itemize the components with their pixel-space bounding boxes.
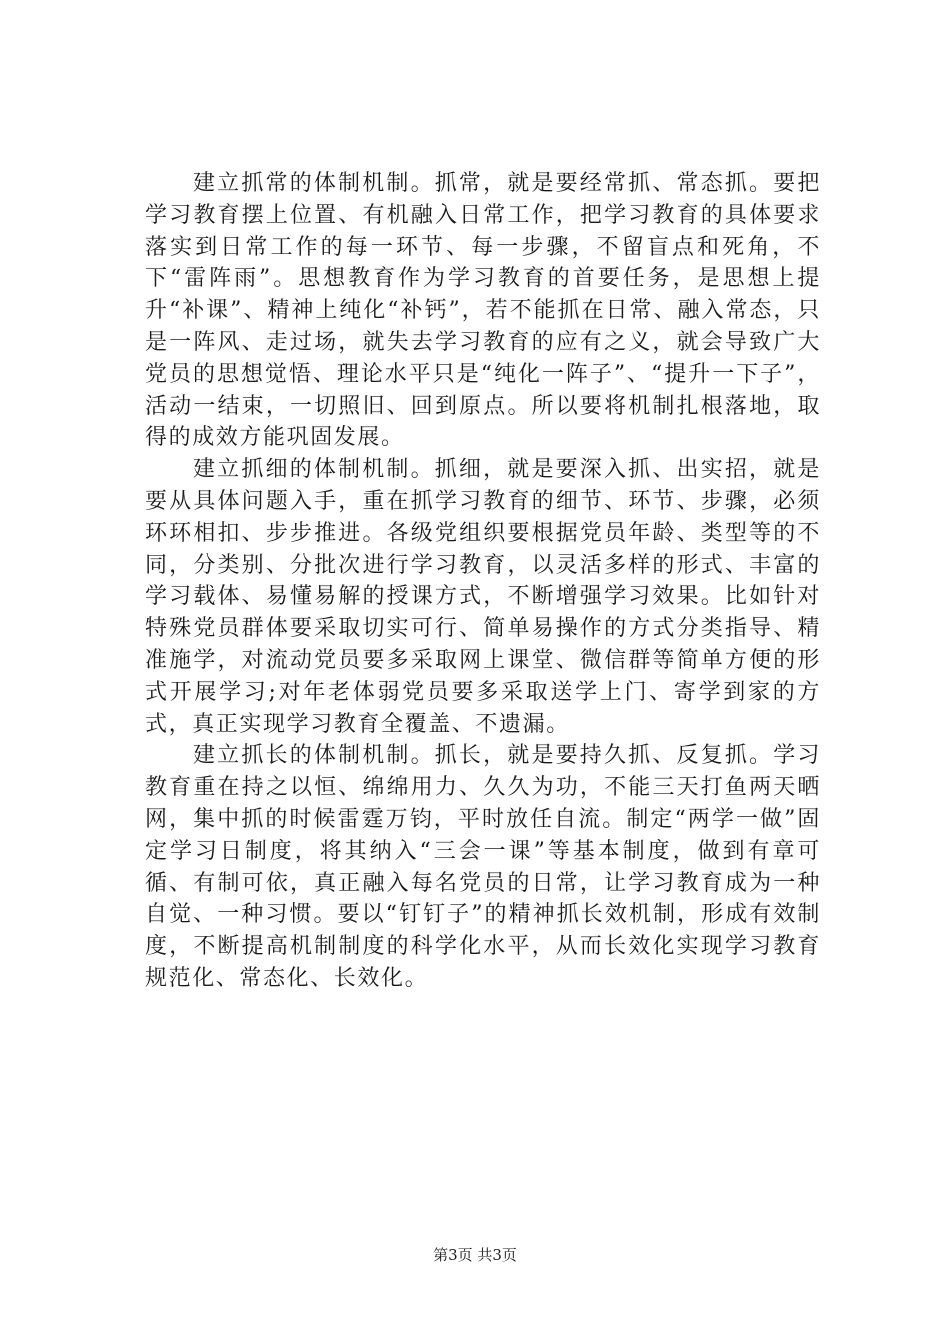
paragraph-mechanism-detailed: 建立抓细的体制机制。抓细，就是要深入抓、出实招，就是要从具体问题入手，重在抓学习教育的细节、环节、步骤，必须环环相扣、步步推进。各级党组织要根据党员年龄、类型等的不同，分类别、分批次进行学习教育，以灵活多样的形式、丰富的学习载体、易懂易解的授课方式，不断增强学习效果。比如针对特殊党员群体要采取切实可行、简单易操作的方式分类指导、精准施学，对流动党员要多采取网上课堂、微信群等简单方便的形式开展学习;对年老体弱党员要多采取送学上门、寄学到家的方式，真正实现学习教育全覆盖、不遗漏。 <box>145 457 821 737</box>
paragraph-mechanism-long-term: 建立抓长的体制机制。抓长，就是要持久抓、反复抓。学习教育重在持之以恒、绵绵用力、久久为功，不能三天打鱼两天晒网，集中抓的时候雷霆万钧，平时放任自流。制定“两学一做”固定学习日制度，将其纳入“三会一课”等基本制度，做到有章可循、有制可依，真正融入每名党员的日常，让学习教育成为一种自觉、一种习惯。要以“钉钉子”的精神抓长效机制，形成有效制度，不断提高机制制度的科学化水平，从而长效化实现学习教育规范化、常态化、长效化。 <box>145 743 821 991</box>
document-body <box>145 168 821 995</box>
page-number-footer: 第3页 共3页 <box>433 1246 517 1264</box>
paragraph-mechanism-regular: 建立抓常的体制机制。抓常，就是要经常抓、常态抓。要把学习教育摆上位置、有机融入日常工作，把学习教育的具体要求落实到日常工作的每一环节、每一步骤，不留盲点和死角，不下“雷阵雨”。思想教育作为学习教育的首要任务，是思想上提升“补课”、精神上纯化“补钙”，若不能抓在日常、融入常态，只是一阵风、走过场，就失去学习教育的应有之义，就会导致广大党员的思想觉悟、理论水平只是“纯化一阵子”、“提升一下子”，活动一结束，一切照旧、回到原点。所以要将机制扎根落地，取得的成效方能巩固发展。 <box>145 171 821 451</box>
